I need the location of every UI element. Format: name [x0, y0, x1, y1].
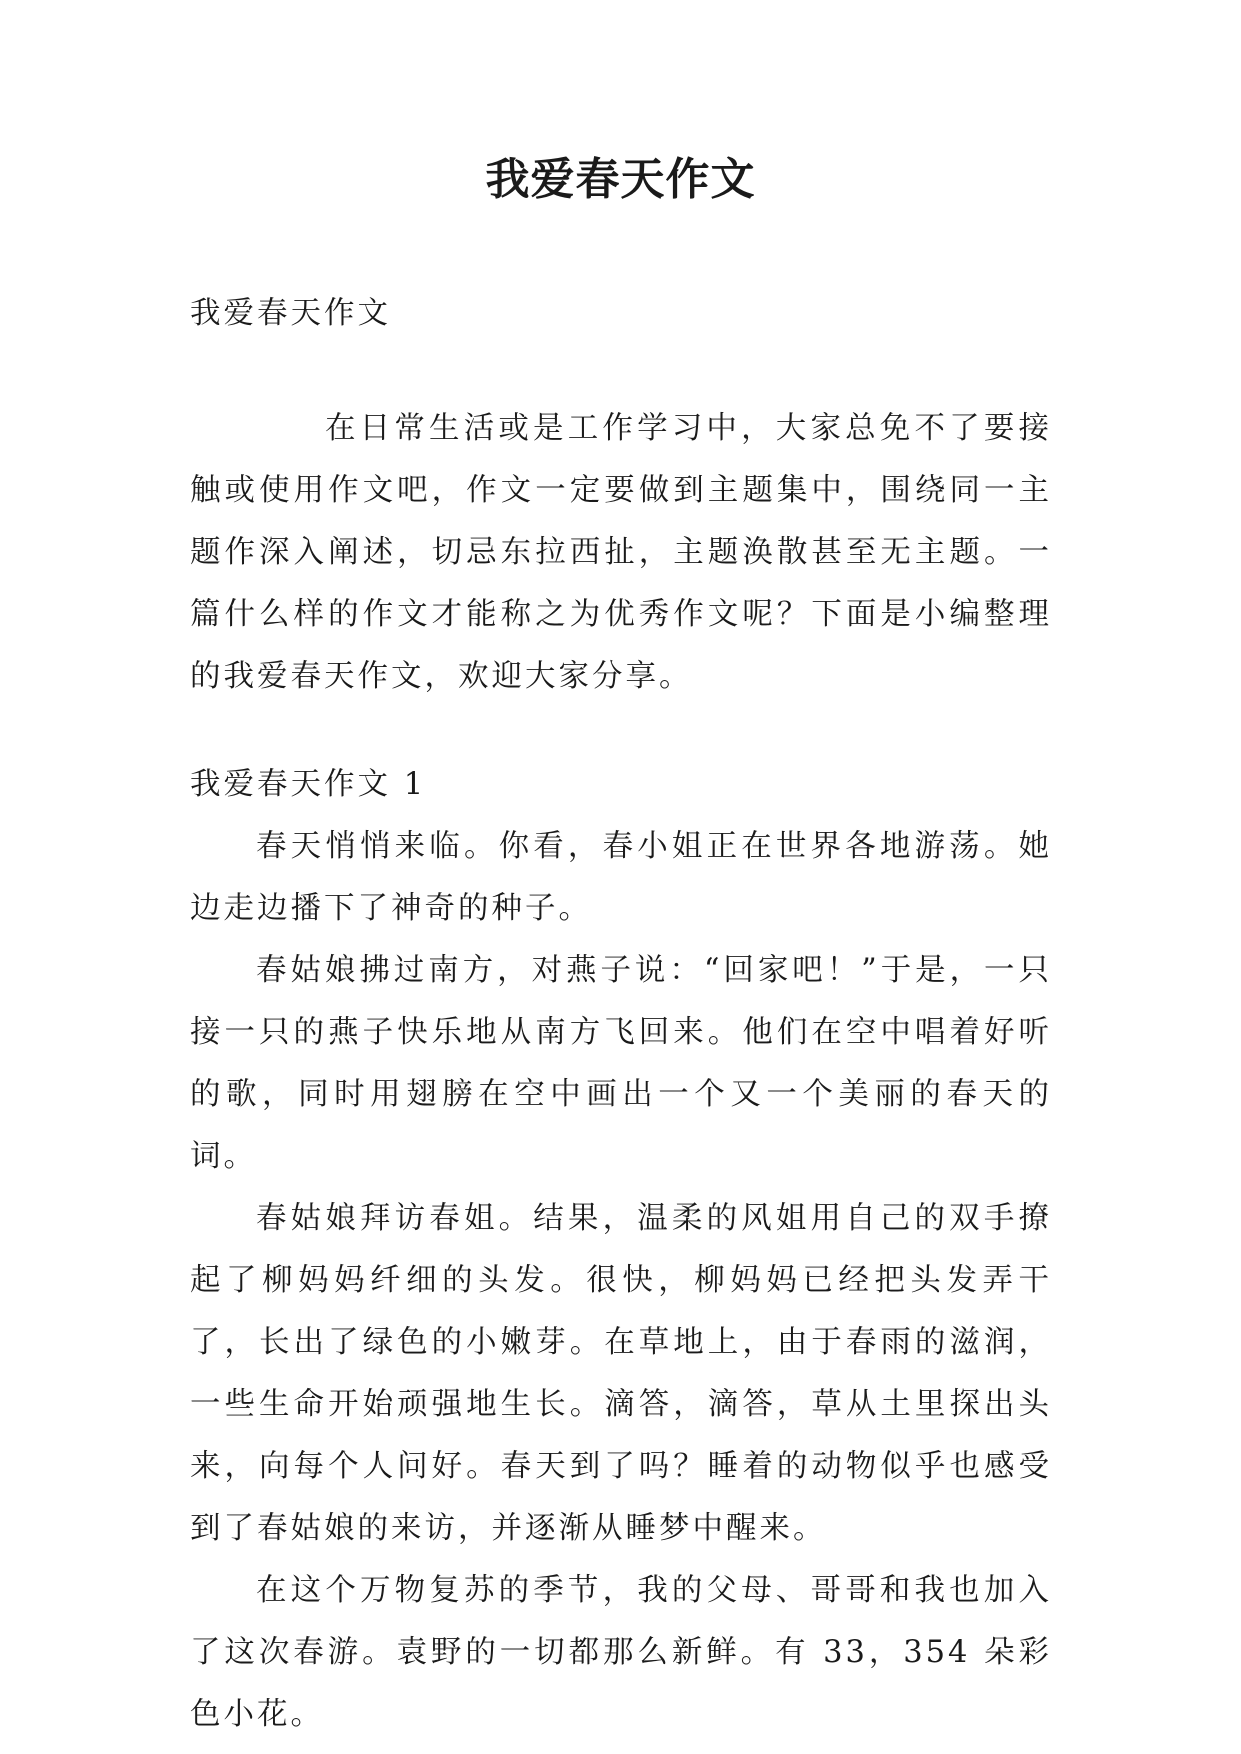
section-heading: 我爱春天作文 1	[190, 767, 427, 802]
document-title: 我爱春天作文	[485, 154, 756, 205]
essay-paragraph-3: 春姑娘拜访春姐。结果，温柔的风姐用自己的双手撩起了柳妈妈纤细的头发。很快，柳妈妈已经把头发弄干了，长出了绿色的小嫩芽。在草地上，由于春雨的滋润，一些生命开始顽强地生长。滴答，滴答，草从土里探出头来，向每个人问好。春天到了吗？睡着的动物似乎也感受到了春姑娘的来访，并逐渐从睡梦中醒来。	[190, 1201, 1052, 1546]
essay-paragraph-4: 在这个万物复苏的季节，我的父母、哥哥和我也加入了这次春游。袁野的一切都那么新鲜。有 33，354 朵彩色小花。	[190, 1573, 1052, 1732]
intro-paragraph: 在日常生活或是工作学习中，大家总免不了要接触或使用作文吧，作文一定要做到主题集中，围绕同一主题作深入阐述，切忌东拉西扯，主题涣散甚至无主题。一篇什么样的作文才能称之为优秀作文呢？下面是小编整理的我爱春天作文，欢迎大家分享。	[190, 411, 1052, 694]
essay-body	[190, 816, 1052, 1746]
essay-paragraph-2: 春姑娘拂过南方，对燕子说：“回家吧！”于是，一只接一只的燕子快乐地从南方飞回来。他们在空中唱着好听的歌，同时用翅膀在空中画出一个又一个美丽的春天的词。	[190, 953, 1052, 1174]
essay-paragraph-1: 春天悄悄来临。你看，春小姐正在世界各地游荡。她边走边播下了神奇的种子。	[190, 829, 1052, 926]
document-subtitle: 我爱春天作文	[190, 296, 391, 331]
